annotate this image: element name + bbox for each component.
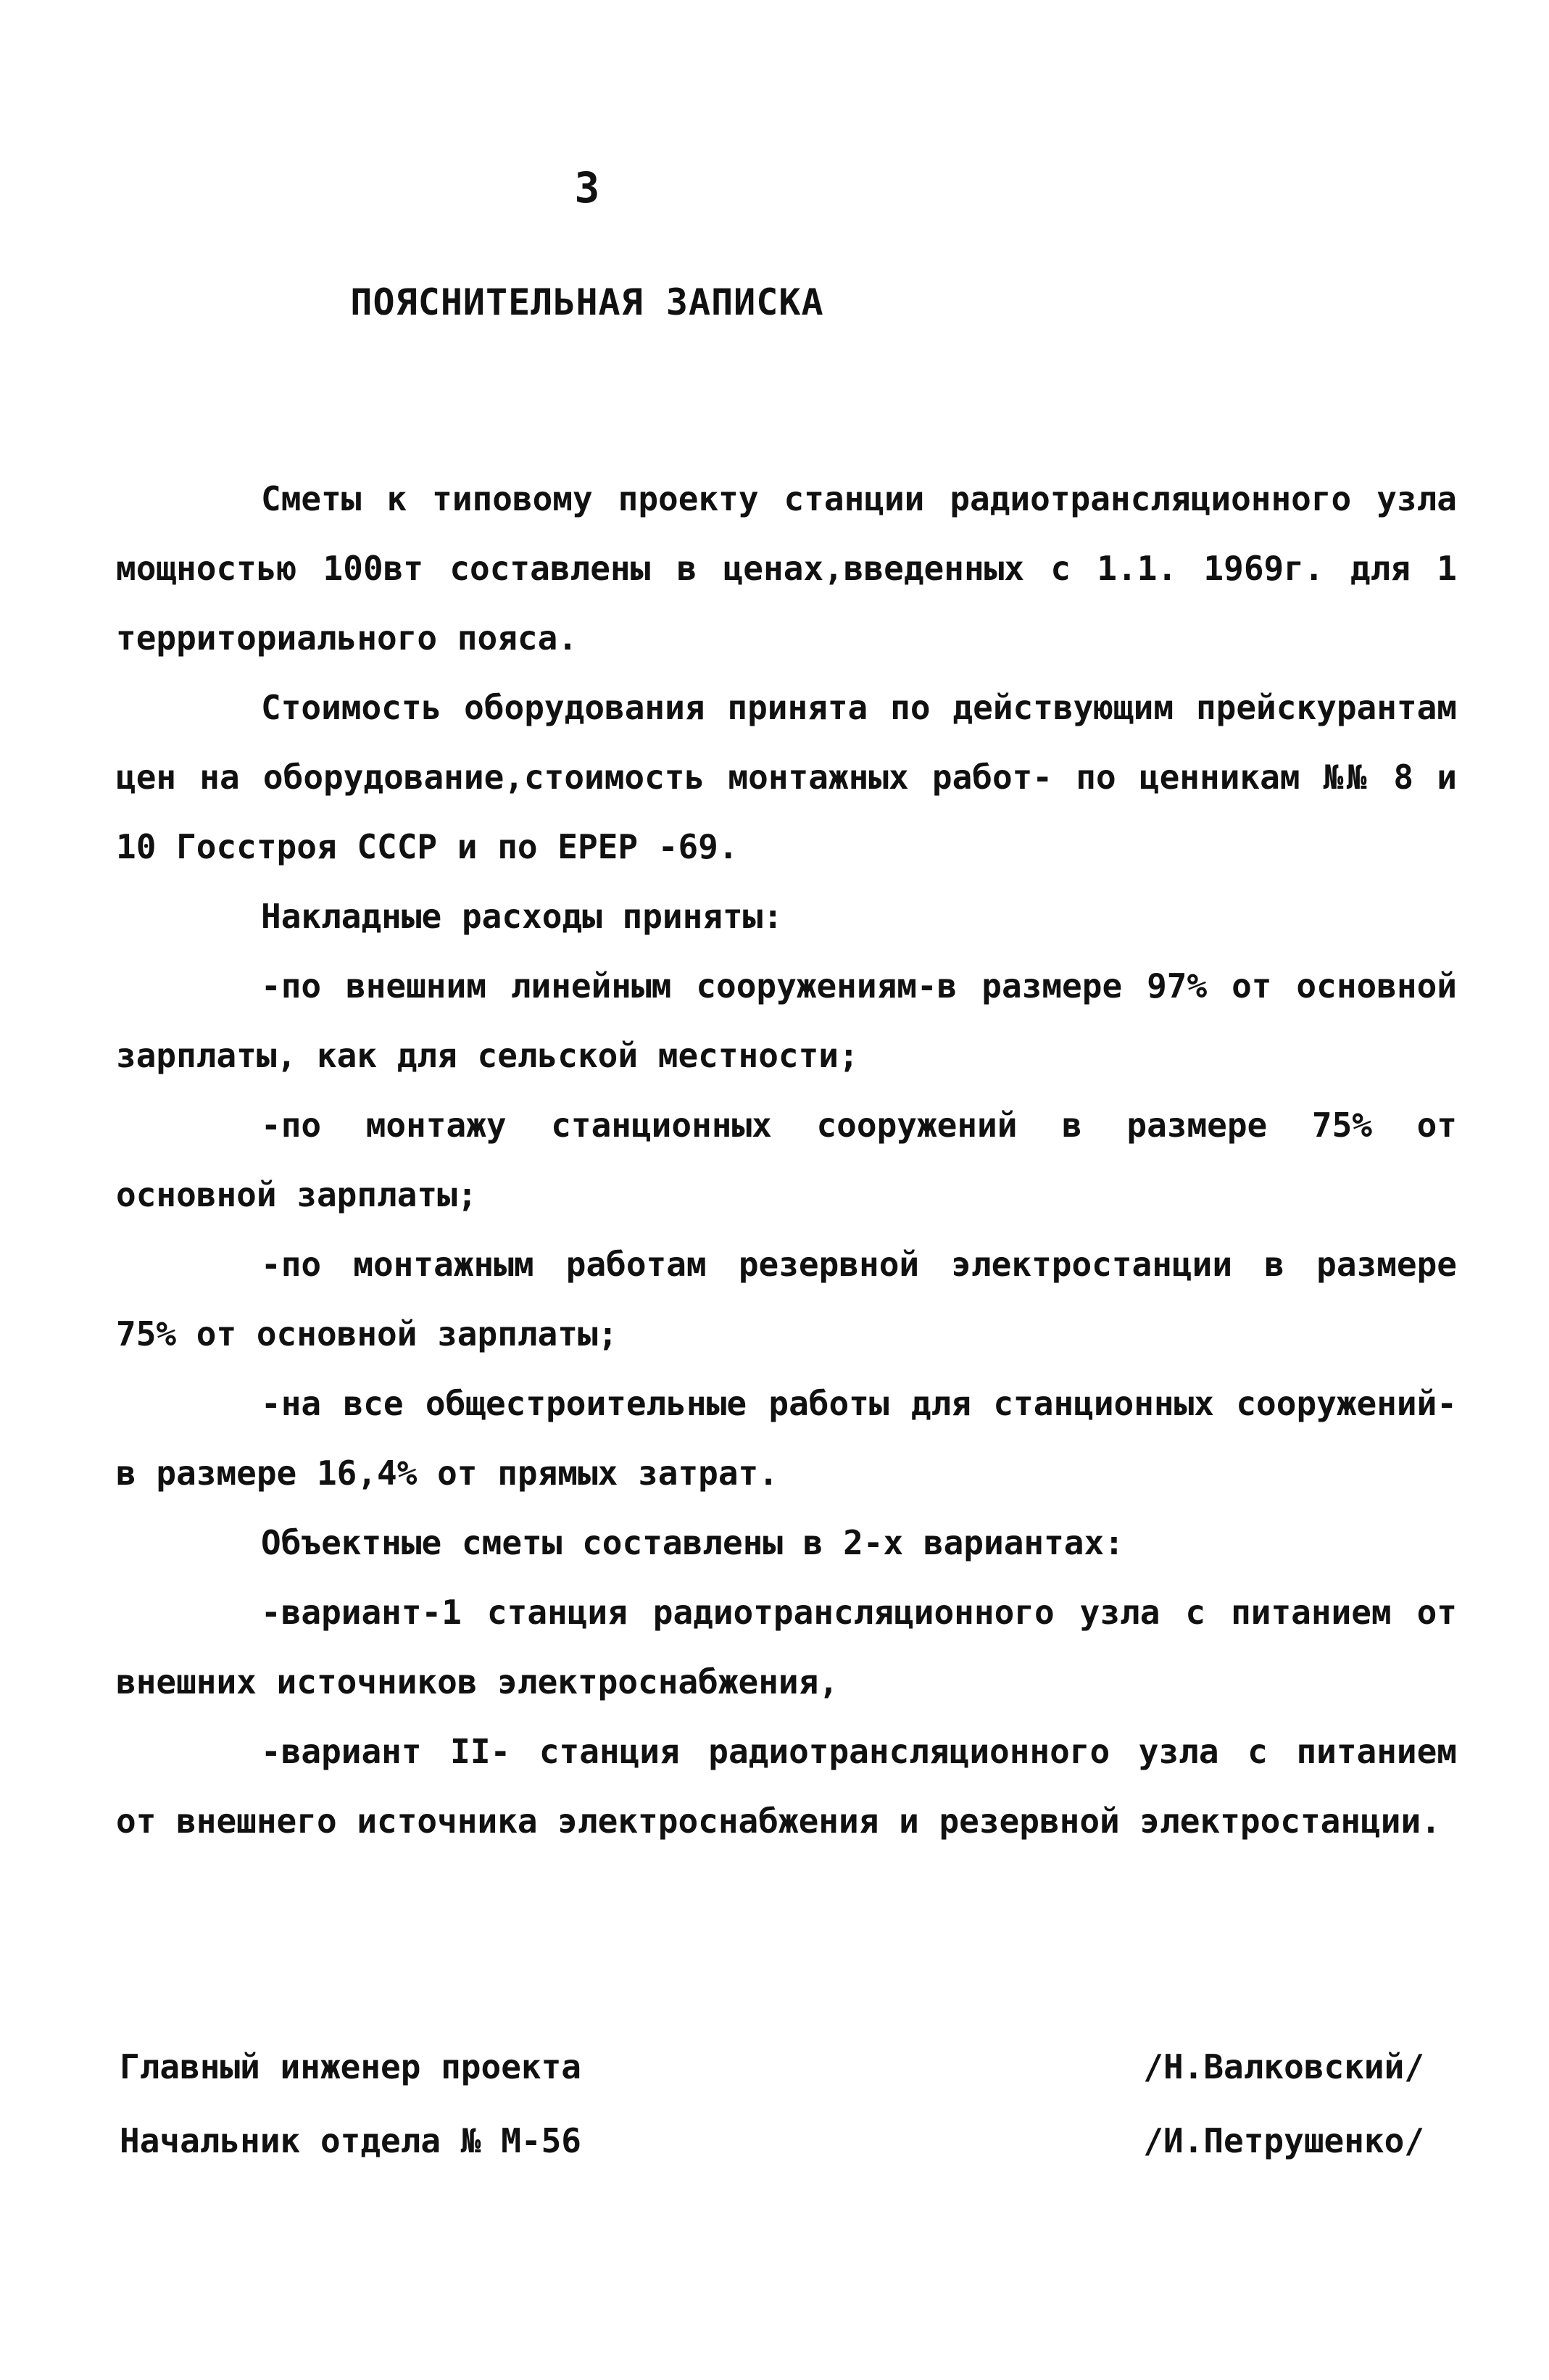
- paragraph-overheads: Накладные расходы приняты:: [261, 897, 784, 936]
- signature-name: /Н.Валковский/: [1143, 2047, 1424, 2086]
- paragraph-variants: Объектные сметы составлены в 2-х вариантах:: [261, 1523, 1124, 1562]
- document-title: ПОЯСНИТЕЛЬНАЯ ЗАПИСКА: [350, 281, 824, 323]
- variant-1: -вариант-1 станция радиотрансляционного узла с питанием от внешних источников электроснабжения,: [116, 1593, 1457, 1701]
- page-number: 3: [574, 163, 600, 212]
- overhead-item-power-plant: -по монтажным работам резервной электростанции в размере 75% от основной зарплаты;: [116, 1245, 1457, 1353]
- variant-2: -вариант II- станция радиотрансляционного узла с питанием от внешнего источника электроснабжения и резервной электростанции.: [116, 1732, 1457, 1841]
- signature-role: Главный инженер проекта: [120, 2047, 581, 2086]
- signature-name: /И.Петрушенко/: [1143, 2121, 1424, 2160]
- signature-role: Начальник отдела № М-56: [120, 2121, 581, 2160]
- overhead-item-construction: -на все общестроительные работы для станционных сооружений- в размере 16,4% от прямых затрат.: [116, 1384, 1457, 1493]
- overhead-item-station-installation: -по монтажу станционных сооружений в размере 75% от основной зарплаты;: [116, 1106, 1457, 1214]
- signature-block: [120, 2030, 1424, 2178]
- paragraph-prices: Сметы к типовому проекту станции радиотрансляционного узла мощностью 100вт составлены в ценах,введенных с 1.1. 1969г. для 1 территориального пояса.: [116, 479, 1457, 658]
- signature-row: [120, 2030, 1424, 2104]
- overhead-item-external-lines: -по внешним линейным сооружениям-в размере 97% от основной зарплаты, как для сельской местности;: [116, 966, 1457, 1075]
- document-body: [116, 464, 1457, 1856]
- signature-row: [120, 2104, 1424, 2178]
- paragraph-equipment-cost: Стоимость оборудования принята по действующим прейскурантам цен на оборудование,стоимость монтажных работ- по ценникам №№ 8 и 10 Госстроя СССР и по ЕРЕР -69.: [116, 688, 1457, 866]
